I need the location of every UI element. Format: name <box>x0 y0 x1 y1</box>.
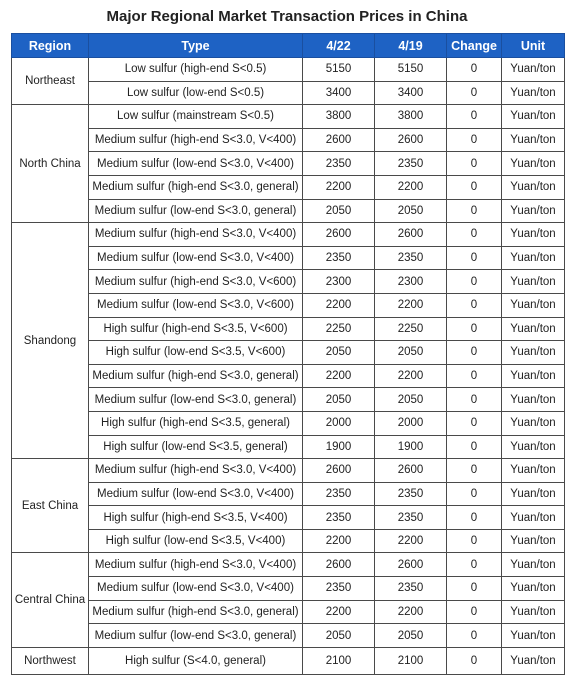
table-row <box>12 175 565 199</box>
table-row <box>12 435 565 459</box>
type-cell: Medium sulfur (high-end S<3.0, V<400) <box>89 459 303 483</box>
unit-cell: Yuan/ton <box>502 199 565 223</box>
region-cell: Northwest <box>12 647 89 674</box>
price-4-19-cell: 3800 <box>375 105 447 129</box>
price-4-19-cell: 5150 <box>375 58 447 82</box>
change-cell: 0 <box>447 411 502 435</box>
price-4-19-cell: 1900 <box>375 435 447 459</box>
table-row <box>12 506 565 530</box>
region-cell: Northeast <box>12 58 89 105</box>
price-4-19-cell: 2050 <box>375 199 447 223</box>
type-cell: Medium sulfur (high-end S<3.0, V<400) <box>89 223 303 247</box>
price-4-19-cell: 2350 <box>375 246 447 270</box>
unit-cell: Yuan/ton <box>502 317 565 341</box>
table-row <box>12 341 565 365</box>
table-row <box>12 624 565 648</box>
change-cell: 0 <box>447 105 502 129</box>
header-region: Region <box>12 34 89 58</box>
type-cell: Medium sulfur (low-end S<3.0, general) <box>89 624 303 648</box>
price-4-19-cell: 2600 <box>375 553 447 577</box>
header-type: Type <box>89 34 303 58</box>
price-4-19-cell: 2300 <box>375 270 447 294</box>
table-row <box>12 577 565 601</box>
table-row <box>12 58 565 82</box>
unit-cell: Yuan/ton <box>502 647 565 674</box>
price-4-22-cell: 3400 <box>303 81 375 105</box>
price-4-19-cell: 2200 <box>375 175 447 199</box>
price-4-19-cell: 2600 <box>375 223 447 247</box>
table-body <box>12 58 565 675</box>
unit-cell: Yuan/ton <box>502 81 565 105</box>
unit-cell: Yuan/ton <box>502 128 565 152</box>
region-cell: East China <box>12 459 89 553</box>
header-row <box>12 34 565 58</box>
price-4-19-cell: 2200 <box>375 529 447 553</box>
type-cell: Medium sulfur (high-end S<3.0, general) <box>89 364 303 388</box>
price-4-22-cell: 2200 <box>303 175 375 199</box>
change-cell: 0 <box>447 435 502 459</box>
type-cell: Medium sulfur (low-end S<3.0, V<400) <box>89 577 303 601</box>
unit-cell: Yuan/ton <box>502 553 565 577</box>
price-4-22-cell: 2200 <box>303 529 375 553</box>
price-4-22-cell: 2050 <box>303 388 375 412</box>
unit-cell: Yuan/ton <box>502 58 565 82</box>
table-row <box>12 246 565 270</box>
change-cell: 0 <box>447 600 502 624</box>
change-cell: 0 <box>447 175 502 199</box>
price-4-22-cell: 3800 <box>303 105 375 129</box>
table-row <box>12 482 565 506</box>
type-cell: High sulfur (low-end S<3.5, general) <box>89 435 303 459</box>
type-cell: Medium sulfur (high-end S<3.0, V<600) <box>89 270 303 294</box>
price-4-19-cell: 2050 <box>375 388 447 412</box>
change-cell: 0 <box>447 152 502 176</box>
price-4-22-cell: 2350 <box>303 246 375 270</box>
price-4-22-cell: 5150 <box>303 58 375 82</box>
type-cell: Medium sulfur (high-end S<3.0, general) <box>89 175 303 199</box>
price-4-19-cell: 2050 <box>375 341 447 365</box>
price-4-22-cell: 2350 <box>303 577 375 601</box>
type-cell: Medium sulfur (high-end S<3.0, V<400) <box>89 553 303 577</box>
price-4-19-cell: 2350 <box>375 506 447 530</box>
unit-cell: Yuan/ton <box>502 152 565 176</box>
price-4-22-cell: 2200 <box>303 293 375 317</box>
unit-cell: Yuan/ton <box>502 364 565 388</box>
type-cell: Medium sulfur (low-end S<3.0, V<400) <box>89 246 303 270</box>
type-cell: Medium sulfur (low-end S<3.0, V<400) <box>89 152 303 176</box>
price-4-22-cell: 2050 <box>303 199 375 223</box>
change-cell: 0 <box>447 553 502 577</box>
type-cell: Medium sulfur (high-end S<3.0, V<400) <box>89 128 303 152</box>
table-row <box>12 411 565 435</box>
unit-cell: Yuan/ton <box>502 246 565 270</box>
type-cell: Medium sulfur (low-end S<3.0, general) <box>89 388 303 412</box>
region-cell: North China <box>12 105 89 223</box>
type-cell: High sulfur (low-end S<3.5, V<600) <box>89 341 303 365</box>
price-4-19-cell: 2200 <box>375 364 447 388</box>
unit-cell: Yuan/ton <box>502 459 565 483</box>
price-4-19-cell: 3400 <box>375 81 447 105</box>
unit-cell: Yuan/ton <box>502 600 565 624</box>
unit-cell: Yuan/ton <box>502 411 565 435</box>
table-row <box>12 81 565 105</box>
change-cell: 0 <box>447 81 502 105</box>
unit-cell: Yuan/ton <box>502 529 565 553</box>
change-cell: 0 <box>447 199 502 223</box>
price-4-22-cell: 2350 <box>303 506 375 530</box>
table-row <box>12 152 565 176</box>
region-cell: Shandong <box>12 223 89 459</box>
unit-cell: Yuan/ton <box>502 175 565 199</box>
header-change: Change <box>447 34 502 58</box>
type-cell: Low sulfur (high-end S<0.5) <box>89 58 303 82</box>
unit-cell: Yuan/ton <box>502 388 565 412</box>
type-cell: High sulfur (high-end S<3.5, general) <box>89 411 303 435</box>
table-row <box>12 199 565 223</box>
price-4-22-cell: 2350 <box>303 152 375 176</box>
region-cell: Central China <box>12 553 89 647</box>
table-row <box>12 270 565 294</box>
change-cell: 0 <box>447 223 502 247</box>
change-cell: 0 <box>447 506 502 530</box>
table-row <box>12 459 565 483</box>
table-row <box>12 388 565 412</box>
price-4-22-cell: 2100 <box>303 647 375 674</box>
price-table <box>11 33 565 675</box>
type-cell: High sulfur (high-end S<3.5, V<600) <box>89 317 303 341</box>
price-4-22-cell: 2600 <box>303 459 375 483</box>
unit-cell: Yuan/ton <box>502 293 565 317</box>
table-row <box>12 364 565 388</box>
header-unit: Unit <box>502 34 565 58</box>
price-4-22-cell: 2200 <box>303 364 375 388</box>
type-cell: Low sulfur (mainstream S<0.5) <box>89 105 303 129</box>
table-row <box>12 600 565 624</box>
price-4-22-cell: 1900 <box>303 435 375 459</box>
change-cell: 0 <box>447 577 502 601</box>
type-cell: Medium sulfur (high-end S<3.0, general) <box>89 600 303 624</box>
price-4-22-cell: 2600 <box>303 553 375 577</box>
change-cell: 0 <box>447 270 502 294</box>
price-4-19-cell: 2000 <box>375 411 447 435</box>
type-cell: Medium sulfur (low-end S<3.0, V<600) <box>89 293 303 317</box>
price-4-22-cell: 2250 <box>303 317 375 341</box>
type-cell: High sulfur (low-end S<3.5, V<400) <box>89 529 303 553</box>
table-row <box>12 553 565 577</box>
change-cell: 0 <box>447 293 502 317</box>
change-cell: 0 <box>447 58 502 82</box>
table-row <box>12 293 565 317</box>
table-row <box>12 105 565 129</box>
unit-cell: Yuan/ton <box>502 223 565 247</box>
change-cell: 0 <box>447 317 502 341</box>
table-row <box>12 317 565 341</box>
type-cell: Medium sulfur (low-end S<3.0, general) <box>89 199 303 223</box>
change-cell: 0 <box>447 529 502 553</box>
header-date-1: 4/22 <box>303 34 375 58</box>
price-4-19-cell: 2350 <box>375 577 447 601</box>
price-4-19-cell: 2600 <box>375 128 447 152</box>
type-cell: Low sulfur (low-end S<0.5) <box>89 81 303 105</box>
unit-cell: Yuan/ton <box>502 105 565 129</box>
unit-cell: Yuan/ton <box>502 482 565 506</box>
price-4-19-cell: 2250 <box>375 317 447 341</box>
price-4-19-cell: 2100 <box>375 647 447 674</box>
price-4-19-cell: 2350 <box>375 482 447 506</box>
table-row <box>12 529 565 553</box>
unit-cell: Yuan/ton <box>502 624 565 648</box>
unit-cell: Yuan/ton <box>502 506 565 530</box>
price-4-22-cell: 2200 <box>303 600 375 624</box>
unit-cell: Yuan/ton <box>502 341 565 365</box>
change-cell: 0 <box>447 364 502 388</box>
unit-cell: Yuan/ton <box>502 270 565 294</box>
price-4-22-cell: 2000 <box>303 411 375 435</box>
type-cell: High sulfur (S<4.0, general) <box>89 647 303 674</box>
table-row <box>12 647 565 674</box>
change-cell: 0 <box>447 624 502 648</box>
price-4-19-cell: 2200 <box>375 293 447 317</box>
price-4-22-cell: 2600 <box>303 128 375 152</box>
change-cell: 0 <box>447 128 502 152</box>
price-4-19-cell: 2050 <box>375 624 447 648</box>
table-row <box>12 128 565 152</box>
price-4-19-cell: 2350 <box>375 152 447 176</box>
unit-cell: Yuan/ton <box>502 577 565 601</box>
change-cell: 0 <box>447 647 502 674</box>
price-4-19-cell: 2200 <box>375 600 447 624</box>
type-cell: Medium sulfur (low-end S<3.0, V<400) <box>89 482 303 506</box>
change-cell: 0 <box>447 246 502 270</box>
change-cell: 0 <box>447 388 502 412</box>
table-row <box>12 223 565 247</box>
price-4-22-cell: 2600 <box>303 223 375 247</box>
price-4-19-cell: 2600 <box>375 459 447 483</box>
table-title: Major Regional Market Transaction Prices in China <box>106 8 468 25</box>
price-4-22-cell: 2350 <box>303 482 375 506</box>
header-date-2: 4/19 <box>375 34 447 58</box>
type-cell: High sulfur (high-end S<3.5, V<400) <box>89 506 303 530</box>
change-cell: 0 <box>447 459 502 483</box>
change-cell: 0 <box>447 341 502 365</box>
price-4-22-cell: 2050 <box>303 341 375 365</box>
price-4-22-cell: 2300 <box>303 270 375 294</box>
price-4-22-cell: 2050 <box>303 624 375 648</box>
unit-cell: Yuan/ton <box>502 435 565 459</box>
change-cell: 0 <box>447 482 502 506</box>
